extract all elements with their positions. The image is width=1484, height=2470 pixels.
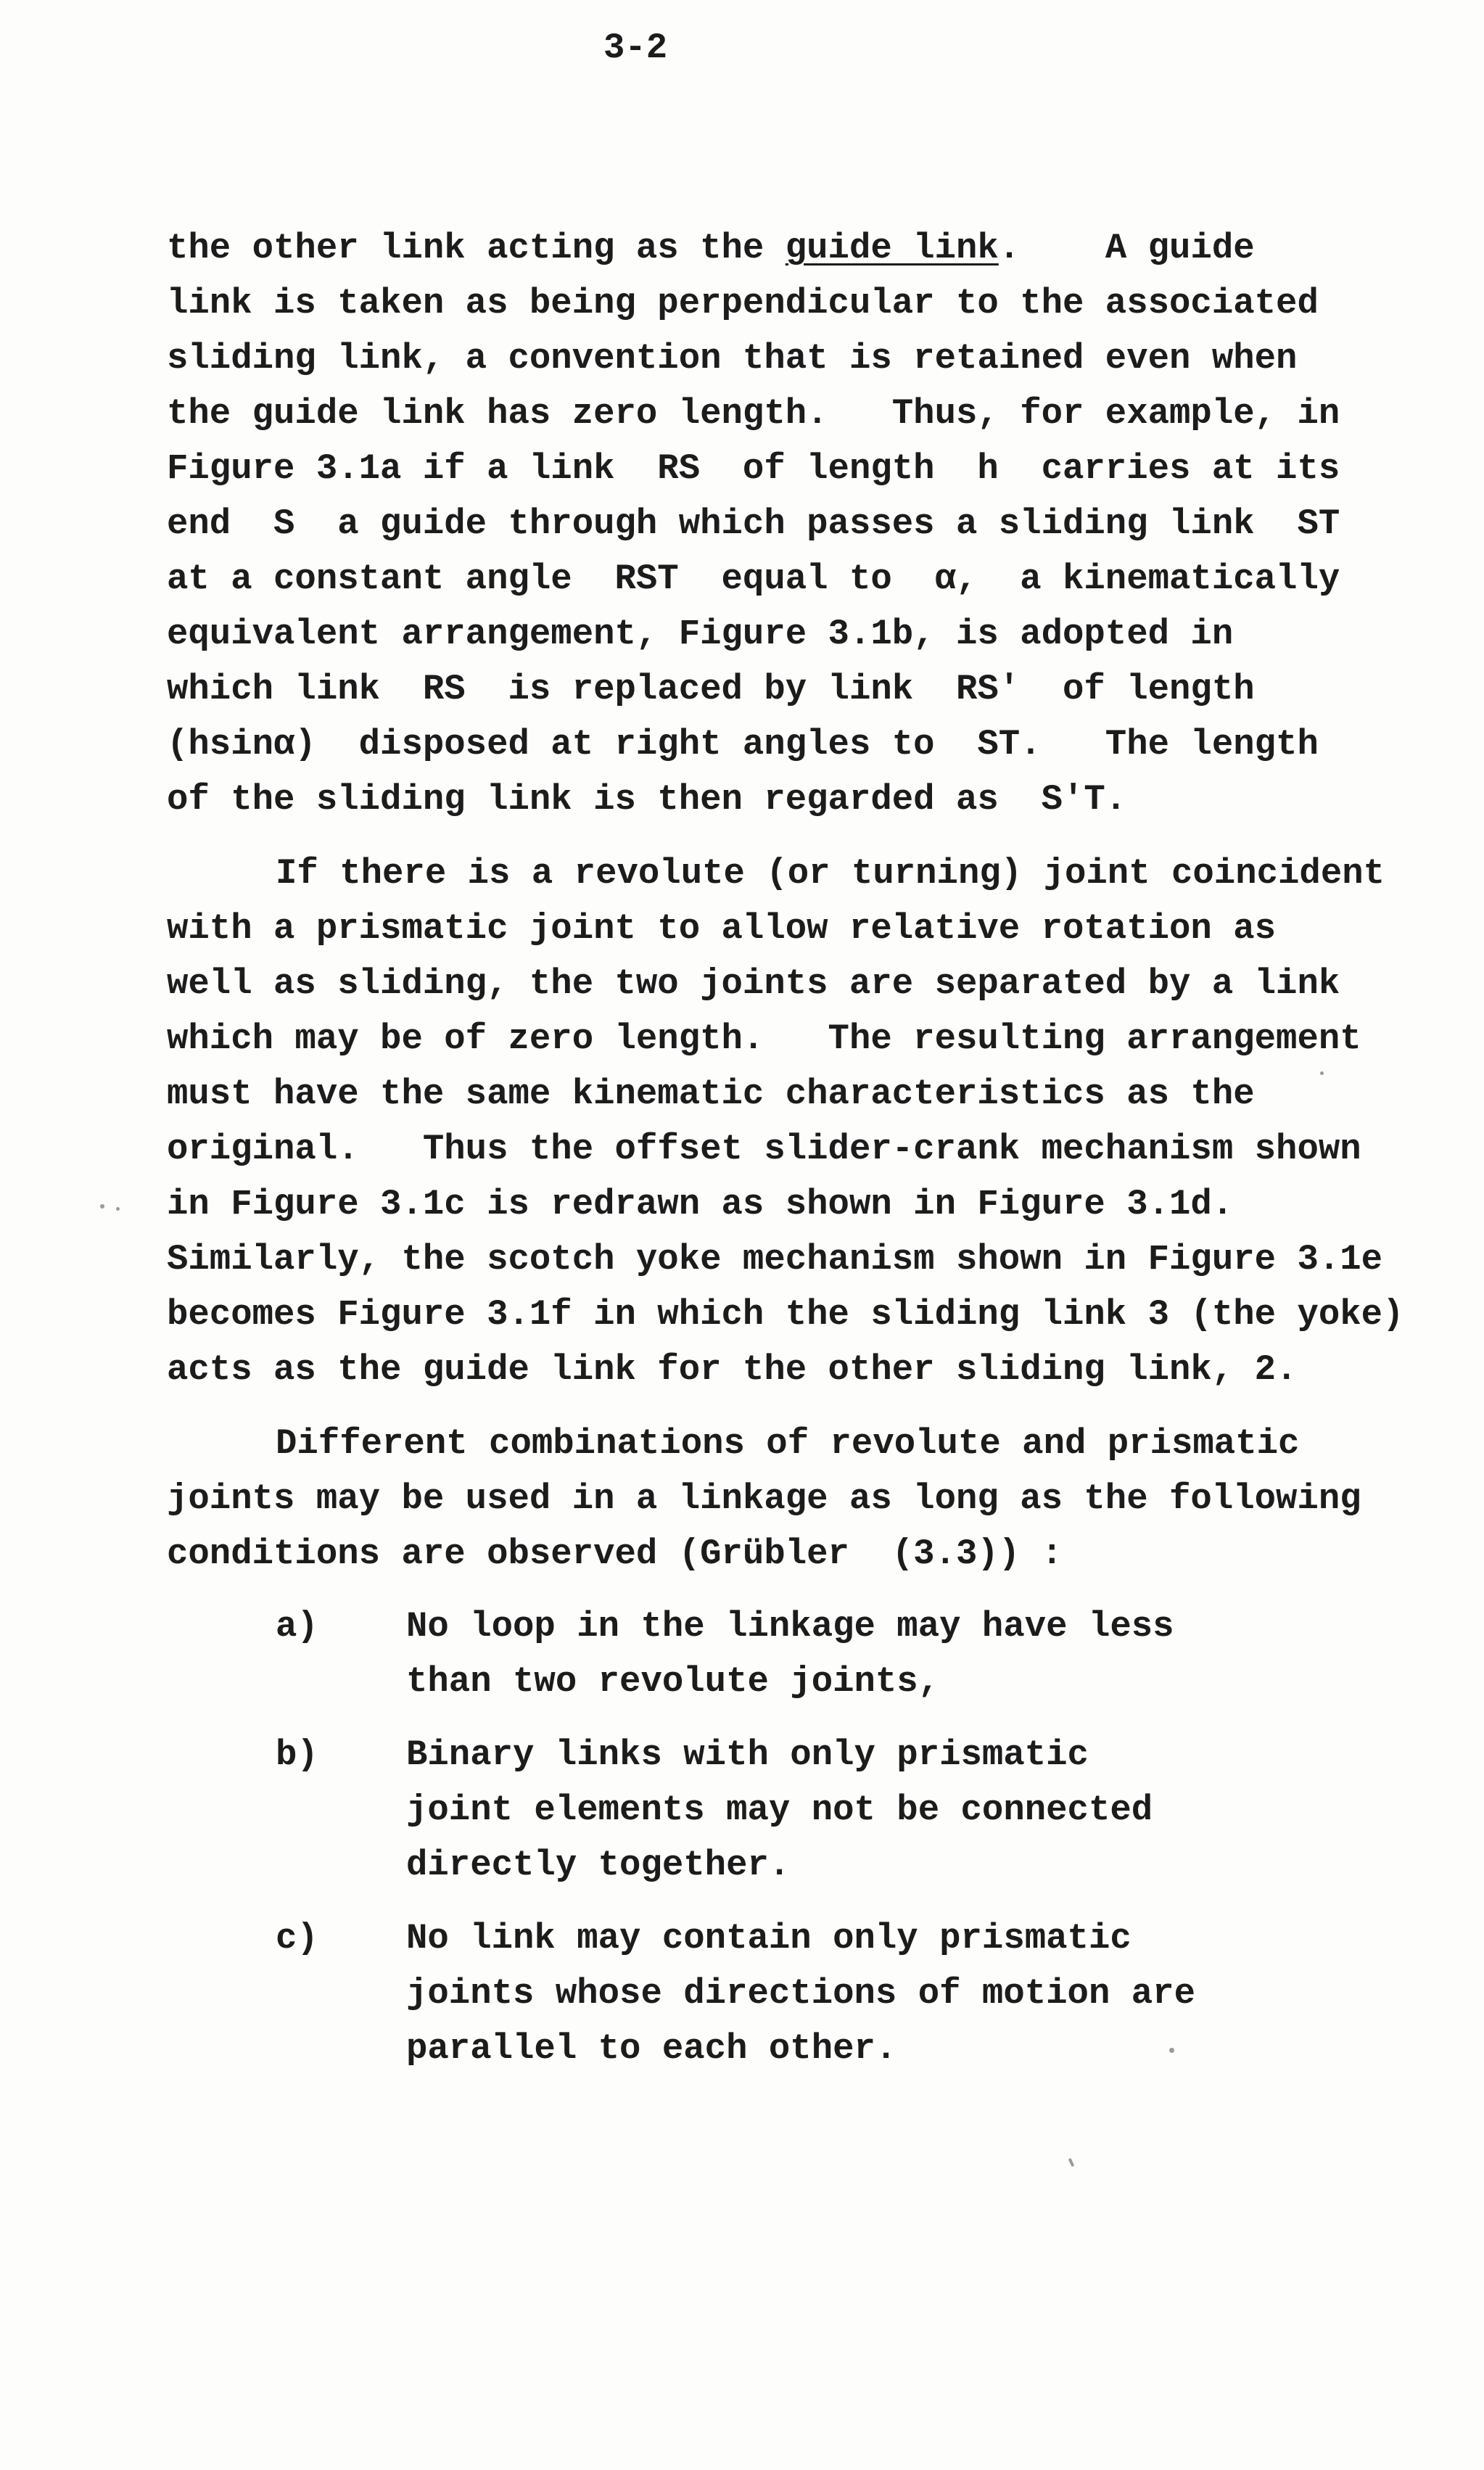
paragraph-line: equivalent arrangement, Figure 3.1b, is adopted in: [167, 614, 1234, 654]
paragraph-line: link is taken as being perpendicular to the associated: [167, 283, 1319, 324]
scan-speck: [1169, 2048, 1174, 2053]
page-number: 3-2: [603, 28, 668, 68]
scan-speck: [1320, 1071, 1324, 1075]
paragraph-line: which link RS is replaced by link RS' of length: [167, 669, 1255, 709]
list-item-line: parallel to each other.: [406, 2028, 897, 2069]
list-item-line: directly together.: [406, 1845, 791, 1885]
paragraph-line: with a prismatic joint to allow relative rotation as: [167, 908, 1277, 949]
list-item-line: joint elements may not be connected: [406, 1790, 1153, 1830]
text-segment: the other link acting as the: [167, 228, 786, 268]
paragraph-line: Different combinations of revolute and prismatic: [276, 1423, 1300, 1464]
paragraph-line: If there is a revolute (or turning) joint coincident: [276, 853, 1385, 894]
scan-speck: [100, 1204, 104, 1209]
paragraph-line: original. Thus the offset slider-crank mechanism shown: [167, 1129, 1361, 1169]
scan-speck: [1068, 2158, 1075, 2168]
scan-speck: [116, 1207, 120, 1211]
paragraph-line: conditions are observed (Grübler (3.3)) :: [167, 1534, 1063, 1574]
paragraph-line: acts as the guide link for the other sliding link, 2.: [167, 1349, 1298, 1390]
list-item-line: joints whose directions of motion are: [406, 1973, 1195, 2014]
paragraph-line: (hsinα) disposed at right angles to ST. The length: [167, 724, 1319, 765]
list-item-line: No link may contain only prismatic: [406, 1918, 1131, 1959]
list-item-label: b): [276, 1734, 318, 1775]
paragraph-line: Figure 3.1a if a link RS of length h carries at its: [167, 448, 1340, 489]
paragraph-line: well as sliding, the two joints are separated by a link: [167, 963, 1340, 1004]
list-item-label: c): [276, 1918, 318, 1959]
list-item-line: No loop in the linkage may have less: [406, 1606, 1174, 1647]
list-item-line: Binary links with only prismatic: [406, 1734, 1089, 1775]
list-item-line: than two revolute joints,: [406, 1661, 940, 1702]
paragraph-line: [167, 228, 1255, 268]
paragraph-line: the guide link has zero length. Thus, for example, in: [167, 393, 1340, 434]
text-segment: . A guide: [998, 228, 1255, 268]
paragraph-line: becomes Figure 3.1f in which the sliding link 3 (the yoke): [167, 1294, 1404, 1335]
paragraph-line: which may be of zero length. The resulting arrangement: [167, 1018, 1361, 1059]
paragraph-line: in Figure 3.1c is redrawn as shown in Figure 3.1d.: [167, 1184, 1234, 1224]
paragraph-line: at a constant angle RST equal to α, a kinematically: [167, 559, 1340, 599]
paragraph-line: end S a guide through which passes a sliding link ST: [167, 503, 1340, 544]
paragraph-line: joints may be used in a linkage as long as the following: [167, 1478, 1361, 1519]
paragraph-line: Similarly, the scotch yoke mechanism shown in Figure 3.1e: [167, 1239, 1383, 1280]
underlined-term: guide link: [785, 228, 999, 268]
paragraph-line: must have the same kinematic characteristics as the: [167, 1074, 1255, 1114]
paragraph-line: sliding link, a convention that is retained even when: [167, 338, 1298, 379]
list-item-label: a): [276, 1606, 318, 1647]
paragraph-line: of the sliding link is then regarded as S'T.: [167, 779, 1127, 820]
